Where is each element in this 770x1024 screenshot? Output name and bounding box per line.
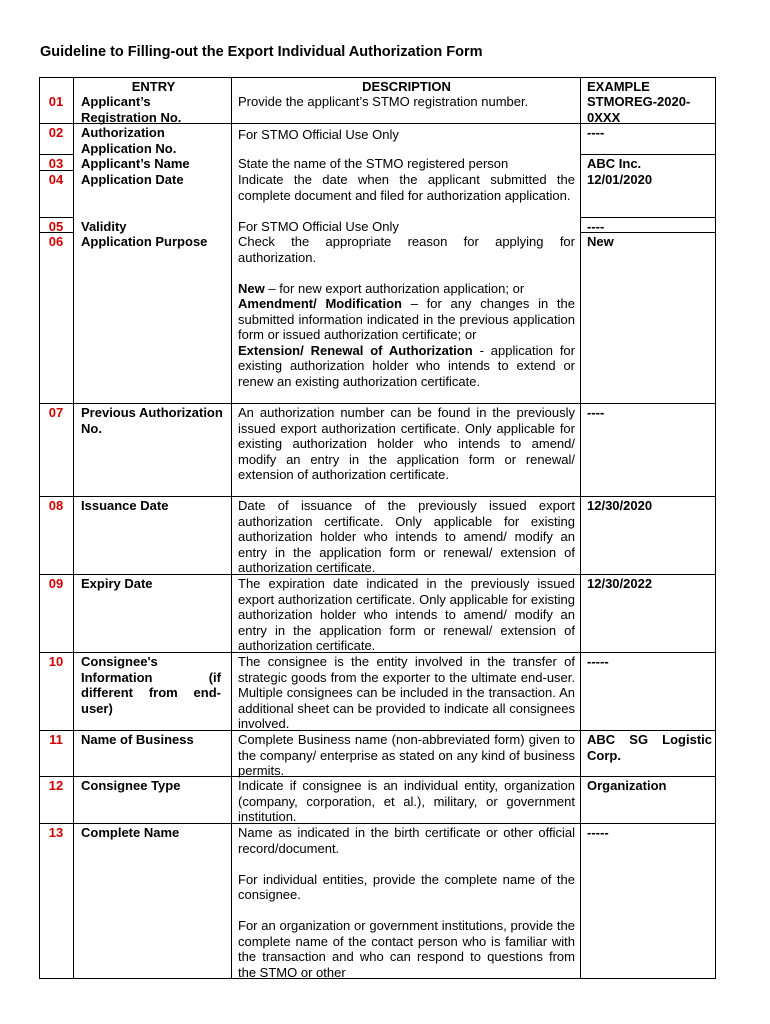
- table-border: [73, 77, 74, 979]
- entry-description: [238, 825, 575, 980]
- header-example: EXAMPLE: [587, 79, 650, 94]
- header-description: DESCRIPTION: [362, 79, 451, 94]
- entry-description: Indicate the date when the applicant submitted the complete document and filed for authorization application.: [238, 172, 575, 203]
- entry-label: Authorization Application No.: [81, 125, 177, 156]
- entry-description: The consignee is the entity involved in the transfer of strategic goods from the exporter to the ultimate end-user. Multiple consignees can be included in the transaction. An additional sheet can be provided to indicate all consignees involved.: [238, 654, 575, 731]
- entry-label: Applicant’s Name: [81, 156, 190, 171]
- table-border: [580, 77, 581, 979]
- entry-example: ABC Inc.: [587, 156, 642, 171]
- entry-label: Application Purpose: [81, 234, 208, 249]
- row-divider: [39, 217, 73, 218]
- entry-description: Indicate if consignee is an individual entity, organization (company, corporation, et al.), military, or government institution.: [238, 778, 575, 824]
- description-text: Name as indicated in the birth certificate or other official record/document.: [238, 825, 575, 856]
- entry-example: STMOREG-2020-0XXX: [587, 94, 691, 125]
- row-number: 02: [48, 125, 64, 140]
- table-border: [715, 77, 716, 979]
- entry-example: -----: [587, 654, 609, 669]
- row-number: 04: [48, 172, 64, 187]
- page-title: Guideline to Filling-out the Export Individual Authorization Form: [40, 44, 483, 60]
- entry-label: Expiry Date: [81, 576, 153, 591]
- description-note: For individual entities, provide the complete name of the consignee.: [238, 871, 575, 902]
- entry-example: New: [587, 234, 614, 249]
- entry-label: Applicant’s Registration No.: [81, 94, 182, 125]
- row-divider: [580, 154, 716, 155]
- entry-label: Issuance Date: [81, 498, 169, 513]
- option-term: Extension/ Renewal of Authorization: [238, 342, 473, 358]
- entry-label: Complete Name: [81, 825, 180, 840]
- entry-example: ----: [587, 219, 605, 234]
- entry-example: ----: [587, 405, 605, 420]
- description-text: Check the appropriate reason for applying for authorization.: [238, 234, 575, 265]
- entry-label: Name of Business: [81, 732, 194, 747]
- entry-example: 12/01/2020: [587, 172, 653, 187]
- row-divider: [39, 496, 716, 497]
- entry-description: Complete Business name (non-abbreviated form) given to the company/ enterprise as stated on any kind of business permits.: [238, 732, 575, 778]
- row-number: 01: [48, 94, 64, 109]
- option-text: – for any changes in the submitted information indicated in the previous application form or issued authorization certificate; or: [238, 296, 576, 342]
- entry-example: 12/30/2020: [587, 498, 653, 513]
- row-divider: [580, 217, 716, 218]
- row-number: 10: [48, 654, 64, 669]
- entry-description: For STMO Official Use Only: [238, 219, 399, 234]
- row-number: 11: [49, 732, 63, 747]
- entry-description: Provide the applicant’s STMO registration number.: [238, 94, 529, 109]
- table-border: [231, 77, 232, 979]
- entry-label: Validity: [81, 219, 127, 234]
- table-border: [39, 77, 716, 78]
- entry-label: Consignee Type: [81, 778, 181, 793]
- row-number: 03: [48, 156, 64, 171]
- guideline-table: [39, 77, 716, 979]
- row-number: 12: [48, 778, 64, 793]
- row-number: 13: [48, 825, 64, 840]
- row-divider: [39, 154, 73, 155]
- entry-example: 12/30/2022: [587, 576, 653, 591]
- entry-example: ABC SG Logistic Corp.: [587, 732, 712, 763]
- entry-label: Previous Authorization No.: [81, 405, 223, 436]
- row-number: 08: [48, 498, 64, 513]
- entry-description: An authorization number can be found in the previously issued export authorization certificate. Only applicable for existing authorization holder who intends to amend/ modify an entry in the application form or renewal/ extension of authorization certificate.: [238, 405, 575, 482]
- entry-description: State the name of the STMO registered person: [238, 156, 509, 171]
- row-number: 07: [48, 405, 64, 420]
- entry-example: -----: [587, 825, 609, 840]
- table-border: [39, 77, 40, 979]
- row-divider: [39, 403, 716, 404]
- option-term: New: [238, 280, 265, 296]
- row-number: 05: [48, 219, 64, 234]
- header-entry: ENTRY: [131, 79, 176, 94]
- option-extension: [238, 343, 575, 390]
- row-number: 09: [48, 576, 64, 591]
- option-text: – for new export authorization application; or: [264, 280, 525, 296]
- entry-example: Organization: [587, 778, 667, 793]
- option-new: [238, 281, 575, 297]
- option-term: Amendment/ Modification: [238, 296, 402, 311]
- entry-description: Date of issuance of the previously issued export authorization certificate. Only applicable for existing authorization holder who intends to amend/ modify an entry in the application form or renewal/ extension of authorization certificate.: [238, 498, 575, 575]
- row-number: 06: [48, 234, 64, 249]
- entry-description: [238, 234, 575, 389]
- option-text: - application for existing authorization holder who intends to extend or renew an existing authorization certificate.: [238, 342, 575, 389]
- description-note: For an organization or government institutions, provide the complete name of the contact person who is familiar with the transaction and who can respond to questions from the STMO or other: [238, 918, 575, 980]
- entry-label: Application Date: [81, 172, 184, 187]
- option-amendment: [238, 296, 575, 343]
- entry-description: The expiration date indicated in the previously issued export authorization certificate. Only applicable for existing authorization holder who intends to amend/ modify an entry in the application form or renewal/ extension of authorization certificate.: [238, 576, 575, 653]
- entry-example: ----: [587, 125, 605, 140]
- entry-label: Consignee's Information (if different from end-user): [81, 654, 221, 716]
- entry-description: For STMO Official Use Only: [238, 127, 399, 142]
